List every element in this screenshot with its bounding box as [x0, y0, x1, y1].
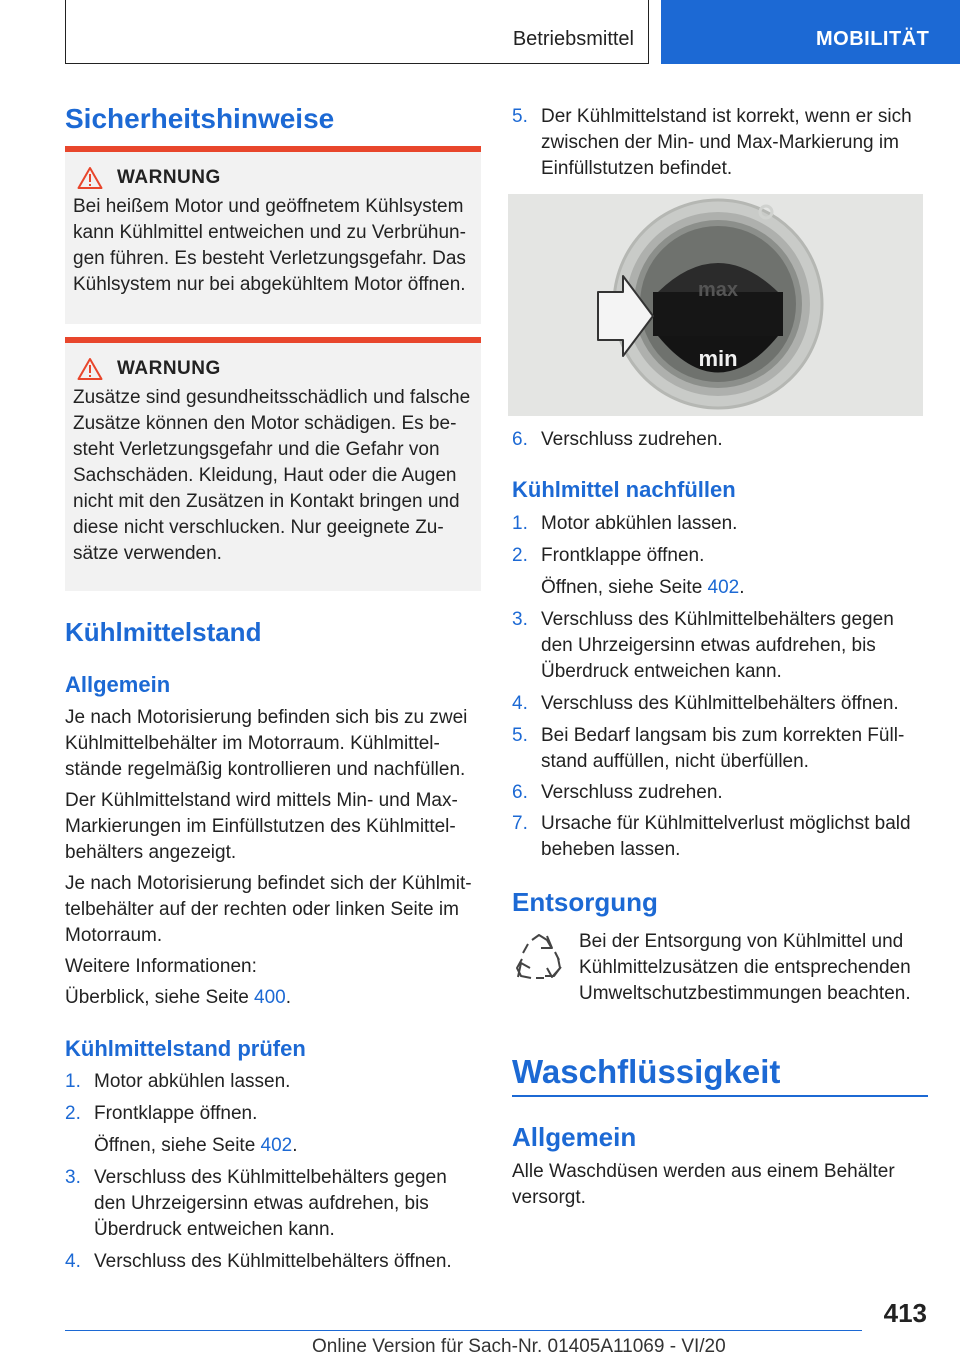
list-text: Verschluss des Kühlmittelbehälters gegen den Uhrzeigersinn etwas aufdrehen, bis Überdruck entweichen kann.: [94, 1167, 447, 1240]
washer-heading: Waschflüssigkeit: [512, 1053, 781, 1090]
open-ref-text: Öffnen, siehe Seite: [94, 1135, 261, 1156]
list-number: 3.: [65, 1167, 81, 1188]
list-number: 6.: [512, 782, 528, 803]
list-text: Frontklappe öffnen.: [94, 1103, 258, 1124]
paragraph-4: Weitere Informationen:: [65, 956, 257, 977]
open-ref-text: Öffnen, siehe Seite: [541, 577, 708, 598]
list-text: Verschluss des Kühlmittelbehälters öffnen.: [94, 1251, 452, 1272]
coolant-filler-photo: [508, 194, 923, 416]
list-text: Motor abkühlen lassen.: [94, 1071, 291, 1092]
list-subtext: [541, 575, 928, 601]
list-text: Bei Bedarf langsam bis zum korrekten Füllstand auffüllen, nicht überfüllen.: [541, 725, 905, 772]
period: .: [292, 1135, 298, 1156]
list-number: 7.: [512, 813, 528, 834]
list-number: 1.: [65, 1071, 81, 1092]
max-marking: max: [697, 279, 739, 301]
warning-triangle-icon: [77, 166, 103, 190]
warning-text: Bei heißem Motor und geöffnetem Kühlsystem kann Kühlmittel entweichen und zu Verbrühungen führen. Es besteht Verletzungsgefahr. Das Kühlsystem nur bei abgekühltem Motor öffnen.: [73, 196, 466, 295]
warning-box-1: [65, 146, 481, 324]
recycling-icon: [514, 932, 564, 986]
list-text: Verschluss des Kühlmittelbehälters gegen den Uhrzeigersinn etwas aufdrehen, bis Überdruck entweichen kann.: [541, 609, 894, 682]
disposal-text: Bei der Entsorgung von Kühlmittel und Kühlmittelzusätzen die entsprechenden Umweltschutzbestimmungen beachten.: [579, 931, 911, 1004]
list-text: Verschluss zudrehen.: [541, 429, 723, 450]
list-number: 1.: [512, 513, 528, 534]
list-text: Ursache für Kühlmittelverlust möglichst bald beheben lassen.: [541, 813, 911, 860]
washer-text: Alle Waschdüsen werden aus einem Behälter versorgt.: [512, 1161, 895, 1208]
list-number: 2.: [512, 545, 528, 566]
list-number: 2.: [65, 1103, 81, 1124]
list-number: 4.: [65, 1251, 81, 1272]
footer-online-version: Online Version für Sach-Nr. 01405A11069 - VI/20: [312, 1336, 726, 1357]
header-section-title: Betriebsmittel: [512, 28, 634, 50]
warning-title: WARNUNG: [117, 167, 221, 188]
page-link-400[interactable]: 400: [254, 987, 286, 1008]
list-text: Motor abkühlen lassen.: [541, 513, 738, 534]
period: .: [285, 987, 292, 1008]
safety-heading: Sicherheitshinweise: [65, 103, 335, 134]
page-link-402[interactable]: 402: [707, 577, 740, 598]
paragraph-2: Der Kühlmittelstand wird mittels Min- und Max-Markierungen im Einfüllstutzen des Kühlmittelbehälters angezeigt.: [65, 790, 458, 863]
overview-ref-text: Überblick, siehe Seite: [65, 987, 255, 1008]
coolant-level-heading: Kühlmittelstand: [65, 617, 262, 647]
list-number: 3.: [512, 609, 528, 630]
list-text: Verschluss des Kühlmittelbehälters öffnen.: [541, 693, 899, 714]
check-heading: Kühlmittelstand prüfen: [65, 1036, 306, 1061]
list-number: 5.: [512, 106, 528, 127]
list-number: 6.: [512, 429, 528, 450]
header-chapter-title: MOBILITÄT: [816, 28, 930, 50]
page-link-402[interactable]: 402: [260, 1135, 293, 1156]
paragraph-5: [65, 985, 481, 1011]
paragraph-3: Je nach Motorisierung befindet sich der Kühlmittelbehälter auf der rechten oder linken Seite im Motorraum.: [65, 873, 472, 946]
min-marking: min: [698, 346, 738, 371]
general-heading: Allgemein: [65, 672, 171, 697]
list-number: 4.: [512, 693, 528, 714]
washer-general-heading: Allgemein: [512, 1122, 637, 1152]
period: .: [739, 577, 745, 598]
warning-title: WARNUNG: [117, 358, 221, 379]
list-text: Der Kühlmittelstand ist korrekt, wenn er sich zwischen der Min- und Max-Markierung im Einfüllstutzen befindet.: [541, 106, 912, 179]
warning-triangle-icon: [77, 357, 103, 381]
footer-rule: [65, 1330, 862, 1331]
warning-box-2: [65, 337, 481, 591]
disposal-heading: Entsorgung: [512, 887, 658, 917]
list-subtext: [94, 1133, 481, 1159]
warning-text: Zusätze sind gesundheitsschädlich und falsche Zusätze können den Motor schädigen. Es besteht Verletzungsgefahr und die Gefahr von Sachschäden. Kleidung, Haut oder die Augen nicht mit den Zusätzen in Kontakt bringen und diese nicht verschlucken. Nur geeignete Zusätze verwenden.: [73, 387, 471, 564]
header-section-box: [65, 0, 649, 64]
heading-rule: [512, 1095, 928, 1097]
list-text: Frontklappe öffnen.: [541, 545, 705, 566]
page-number: 413: [883, 1298, 927, 1328]
header-chapter-tab: [661, 0, 960, 64]
coolant-filler-illustration: [508, 194, 923, 416]
list-number: 5.: [512, 725, 528, 746]
list-text: Verschluss zudrehen.: [541, 782, 723, 803]
refill-heading: Kühlmittel nachfüllen: [512, 477, 736, 502]
paragraph-1: Je nach Motorisierung befinden sich bis zu zwei Kühlmittelbehälter im Motorraum. Kühlmittelstände regelmäßig kontrollieren und nachfüllen.: [65, 707, 468, 780]
